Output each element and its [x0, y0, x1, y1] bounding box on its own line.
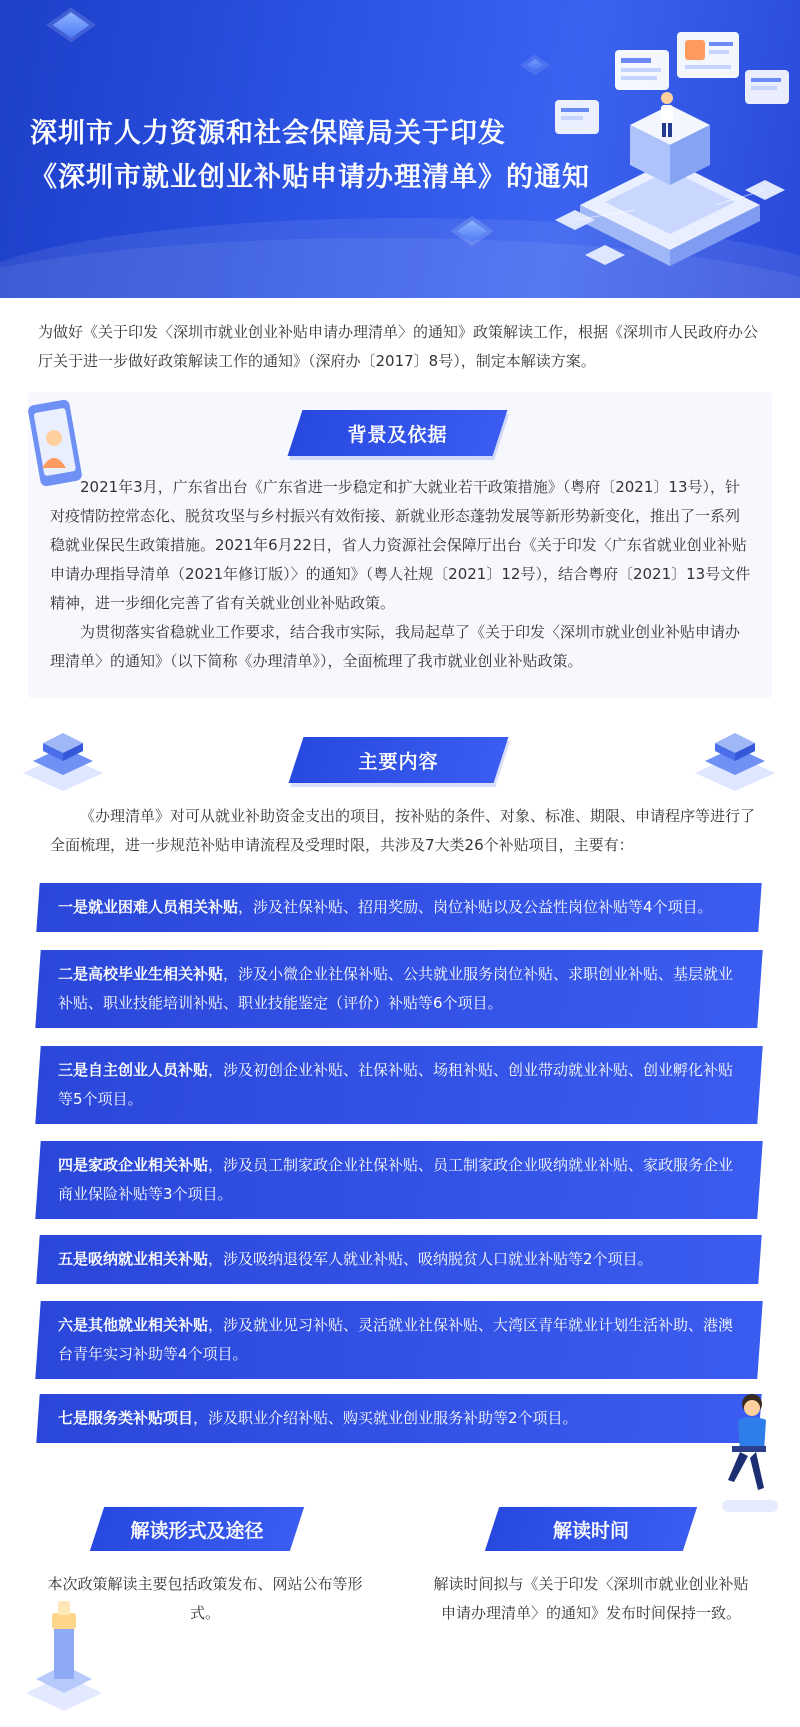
- item-heading: 三是自主创业人员补贴: [58, 1061, 209, 1079]
- item-heading: 六是其他就业相关补贴: [58, 1316, 209, 1334]
- item-heading: 七是服务类补贴项目: [58, 1409, 194, 1427]
- section-title-background: 背景及依据: [295, 410, 500, 456]
- item-body: ，涉及社保补贴、招用奖励、岗位补贴以及公益性岗位补贴等4个项目。: [238, 898, 713, 916]
- intro-paragraph: 为做好《关于印发〈深圳市就业创业补贴申请办理清单〉的通知》政策解读工作，根据《深圳市人民政府办公厅关于进一步做好政策解读工作的通知》（深府办〔2017〕8号），制定本解读方案。: [38, 323, 759, 370]
- list-item: [38, 1301, 760, 1379]
- main-intro-paragraph: 《办理清单》对可从就业补助资金支出的项目，按补贴的条件、对象、标准、期限、申请程序等进行了全面梳理，进一步规范补贴申请流程及受理时限，共涉及7大类26个补贴项目，主要有：: [50, 807, 756, 854]
- stacked-cube-icon: [18, 725, 108, 795]
- form-text: 本次政策解读主要包括政策发布、网站公布等形式。: [47, 1575, 363, 1622]
- item-body: ，涉及就业见习补贴、灵活就业社保补贴、大湾区青年就业计划生活补助、港澳台青年实习补助等4个项目。: [58, 1316, 734, 1363]
- background-paragraph-2: 为贯彻落实省稳就业工作要求，结合我市实际，我局起草了《关于印发〈深圳市就业创业补贴申请办理清单〉的通知》（以下简称《办理清单》），全面梳理了我市就业创业补贴政策。: [50, 623, 741, 670]
- list-item: [38, 1235, 760, 1284]
- item-heading: 五是吸纳就业相关补贴: [58, 1250, 209, 1268]
- item-body: ，涉及初创企业补贴、社保补贴、场租补贴、创业带动就业补贴、创业孵化补贴等5个项目。: [58, 1061, 734, 1108]
- list-item: [38, 1141, 760, 1219]
- title-line-1: 深圳市人力资源和社会保障局关于印发: [30, 118, 506, 149]
- person-with-laptop-illustration: [714, 1390, 784, 1518]
- item-body: ，涉及吸纳退役军人就业补贴、吸纳脱贫人口就业补贴等2个项目。: [208, 1250, 653, 1268]
- stacked-cube-icon: [690, 725, 780, 795]
- title-line-2: 《深圳市就业创业补贴申请办理清单》的通知: [30, 162, 590, 193]
- item-body: ，涉及小微企业社保补贴、公共就业服务岗位补贴、求职创业补贴、基层就业补贴、职业技能培训补贴、职业技能鉴定（评价）补贴等6个项目。: [58, 965, 734, 1012]
- item-heading: 一是就业困难人员相关补贴: [58, 898, 239, 916]
- item-body: ，涉及员工制家政企业社保补贴、员工制家政企业吸纳就业补贴、家政服务企业商业保险补贴等3个项目。: [58, 1156, 734, 1203]
- item-body: ，涉及职业介绍补贴、购买就业创业服务补助等2个项目。: [193, 1409, 578, 1427]
- item-heading: 二是高校毕业生相关补贴: [58, 965, 224, 983]
- list-item: [38, 883, 760, 932]
- section-title-main: 主要内容: [296, 737, 501, 783]
- item-heading: 四是家政企业相关补贴: [58, 1156, 209, 1174]
- data-platform-illustration: [545, 10, 795, 280]
- background-paragraph-1: 2021年3月，广东省出台《广东省进一步稳定和扩大就业若干政策措施》（粤府〔2021〕13号），针对疫情防控常态化、脱贫攻坚与乡村振兴有效衔接、新就业形态蓬勃发展等新形势新变化，推出了一系列稳就业保民生政策措施。2021年6月22日，省人力资源社会保障厅出台《关于印发〈广东省就业创业补贴申请办理指导清单（2021年修订版）〉的通知》（粤人社规〔2021〕12号），结合粤府〔2021〕13号文件精神，进一步细化完善了省有关就业创业补贴政策。: [50, 478, 751, 612]
- time-text: 解读时间拟与《关于印发〈深圳市就业创业补贴申请办理清单〉的通知》发布时间保持一致。: [433, 1575, 749, 1622]
- list-item: [38, 1394, 760, 1443]
- page-title: [30, 112, 590, 200]
- cube-icon: [527, 59, 544, 71]
- list-item: [38, 1046, 760, 1124]
- header-banner: [0, 0, 800, 298]
- cube-icon: [53, 12, 90, 38]
- section-title-time: 解读时间: [492, 1507, 690, 1551]
- section-title-form: 解读形式及途径: [97, 1507, 297, 1551]
- list-item: [38, 950, 760, 1028]
- data-tower-icon: [22, 1595, 106, 1715]
